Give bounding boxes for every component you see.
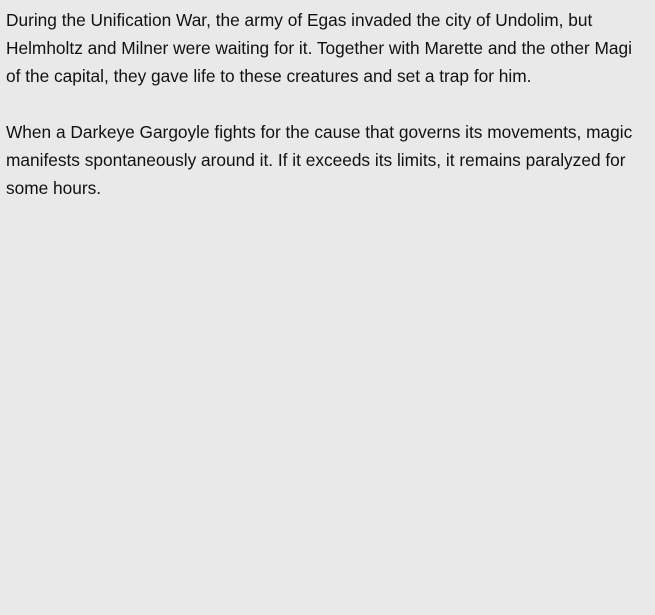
lore-paragraph-history: During the Unification War, the army of Egas invaded the city of Undolim, but Helmholtz and Milner were waiting for it. Together with Marette and the other Magi of the capital, they gave life to these creatures and set a trap for him. xyxy=(6,10,632,86)
lore-text-panel xyxy=(6,6,646,202)
lore-paragraph-ability: When a Darkeye Gargoyle fights for the cause that governs its movements, magic manifests spontaneously around it. If it exceeds its limits, it remains paralyzed for some hours. xyxy=(6,122,633,198)
